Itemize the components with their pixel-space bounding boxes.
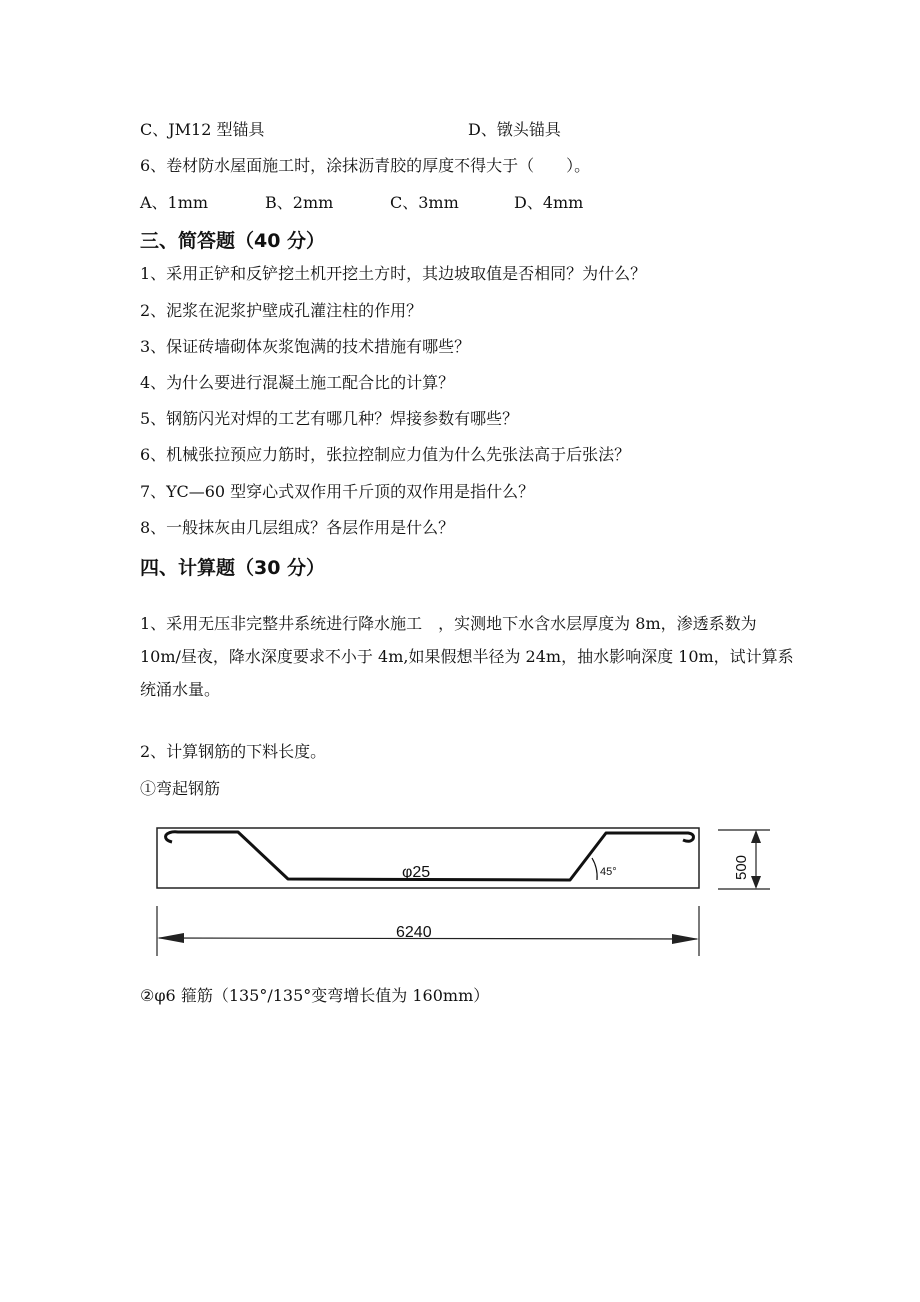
short-answer-3: 3、保证砖墙砌体灰浆饱满的技术措施有哪些？: [140, 337, 471, 356]
option-a: A、1mm: [140, 193, 209, 212]
short-answer-5: 5、钢筋闪光对焊的工艺有哪几种？焊接参数有哪些？: [140, 409, 519, 428]
height-label: 500: [733, 854, 750, 880]
bent-rebar-figure: [148, 818, 788, 960]
short-answer-8: 8、一般抹灰由几层组成？各层作用是什么？: [140, 518, 455, 537]
option-c-q6: C、3mm: [390, 193, 459, 212]
short-answer-4: 4、为什么要进行混凝土施工配合比的计算？: [140, 373, 455, 392]
calc-question-2-sub2: ②φ6 箍筋（135°/135°变弯增长值为 160mm）: [140, 986, 490, 1005]
question-6: 6、卷材防水屋面施工时，涂抹沥青胶的厚度不得大于（ ）。: [140, 156, 591, 175]
calc-question-2-sub1: ①弯起钢筋: [140, 779, 221, 798]
option-b: B、2mm: [265, 193, 334, 212]
option-d: D、镦头锚具: [468, 120, 561, 139]
bar-diameter-label: φ25: [402, 864, 431, 881]
angle-label: 45°: [600, 866, 617, 878]
short-answer-2: 2、泥浆在泥浆护壁成孔灌注柱的作用？: [140, 301, 423, 320]
short-answer-6: 6、机械张拉预应力筋时，张拉控制应力值为什么先张法高于后张法？: [140, 445, 631, 464]
option-c: C、JM12 型锚具: [140, 120, 265, 139]
calc-question-2: 2、计算钢筋的下料长度。: [140, 742, 327, 761]
option-d-q6: D、4mm: [514, 193, 584, 212]
length-arrow-right: [672, 934, 699, 944]
length-arrow-left: [157, 933, 184, 943]
section-3-heading: 三、简答题（40 分）: [140, 230, 326, 252]
section-4-heading: 四、计算题（30 分）: [140, 557, 326, 579]
angle-arc: [592, 858, 597, 880]
short-answer-7: 7、YC—60 型穿心式双作用千斤顶的双作用是指什么？: [140, 482, 535, 501]
calc-question-1: [140, 607, 800, 706]
height-arrow-down: [751, 876, 761, 889]
calc-question-1-text: 1、采用无压非完整井系统进行降水施工 ，实测地下水含水层厚度为 8m，渗透系数为 10m/昼夜，降水深度要求不小于 4m,如果假想半径为 24m，抽水影响深度 10m，试计算系统涌水量。: [140, 614, 794, 699]
length-label: 6240: [396, 924, 432, 941]
height-arrow-up: [751, 830, 761, 843]
short-answer-1: 1、采用正铲和反铲挖土机开挖土方时，其边坡取值是否相同？为什么？: [140, 264, 647, 283]
